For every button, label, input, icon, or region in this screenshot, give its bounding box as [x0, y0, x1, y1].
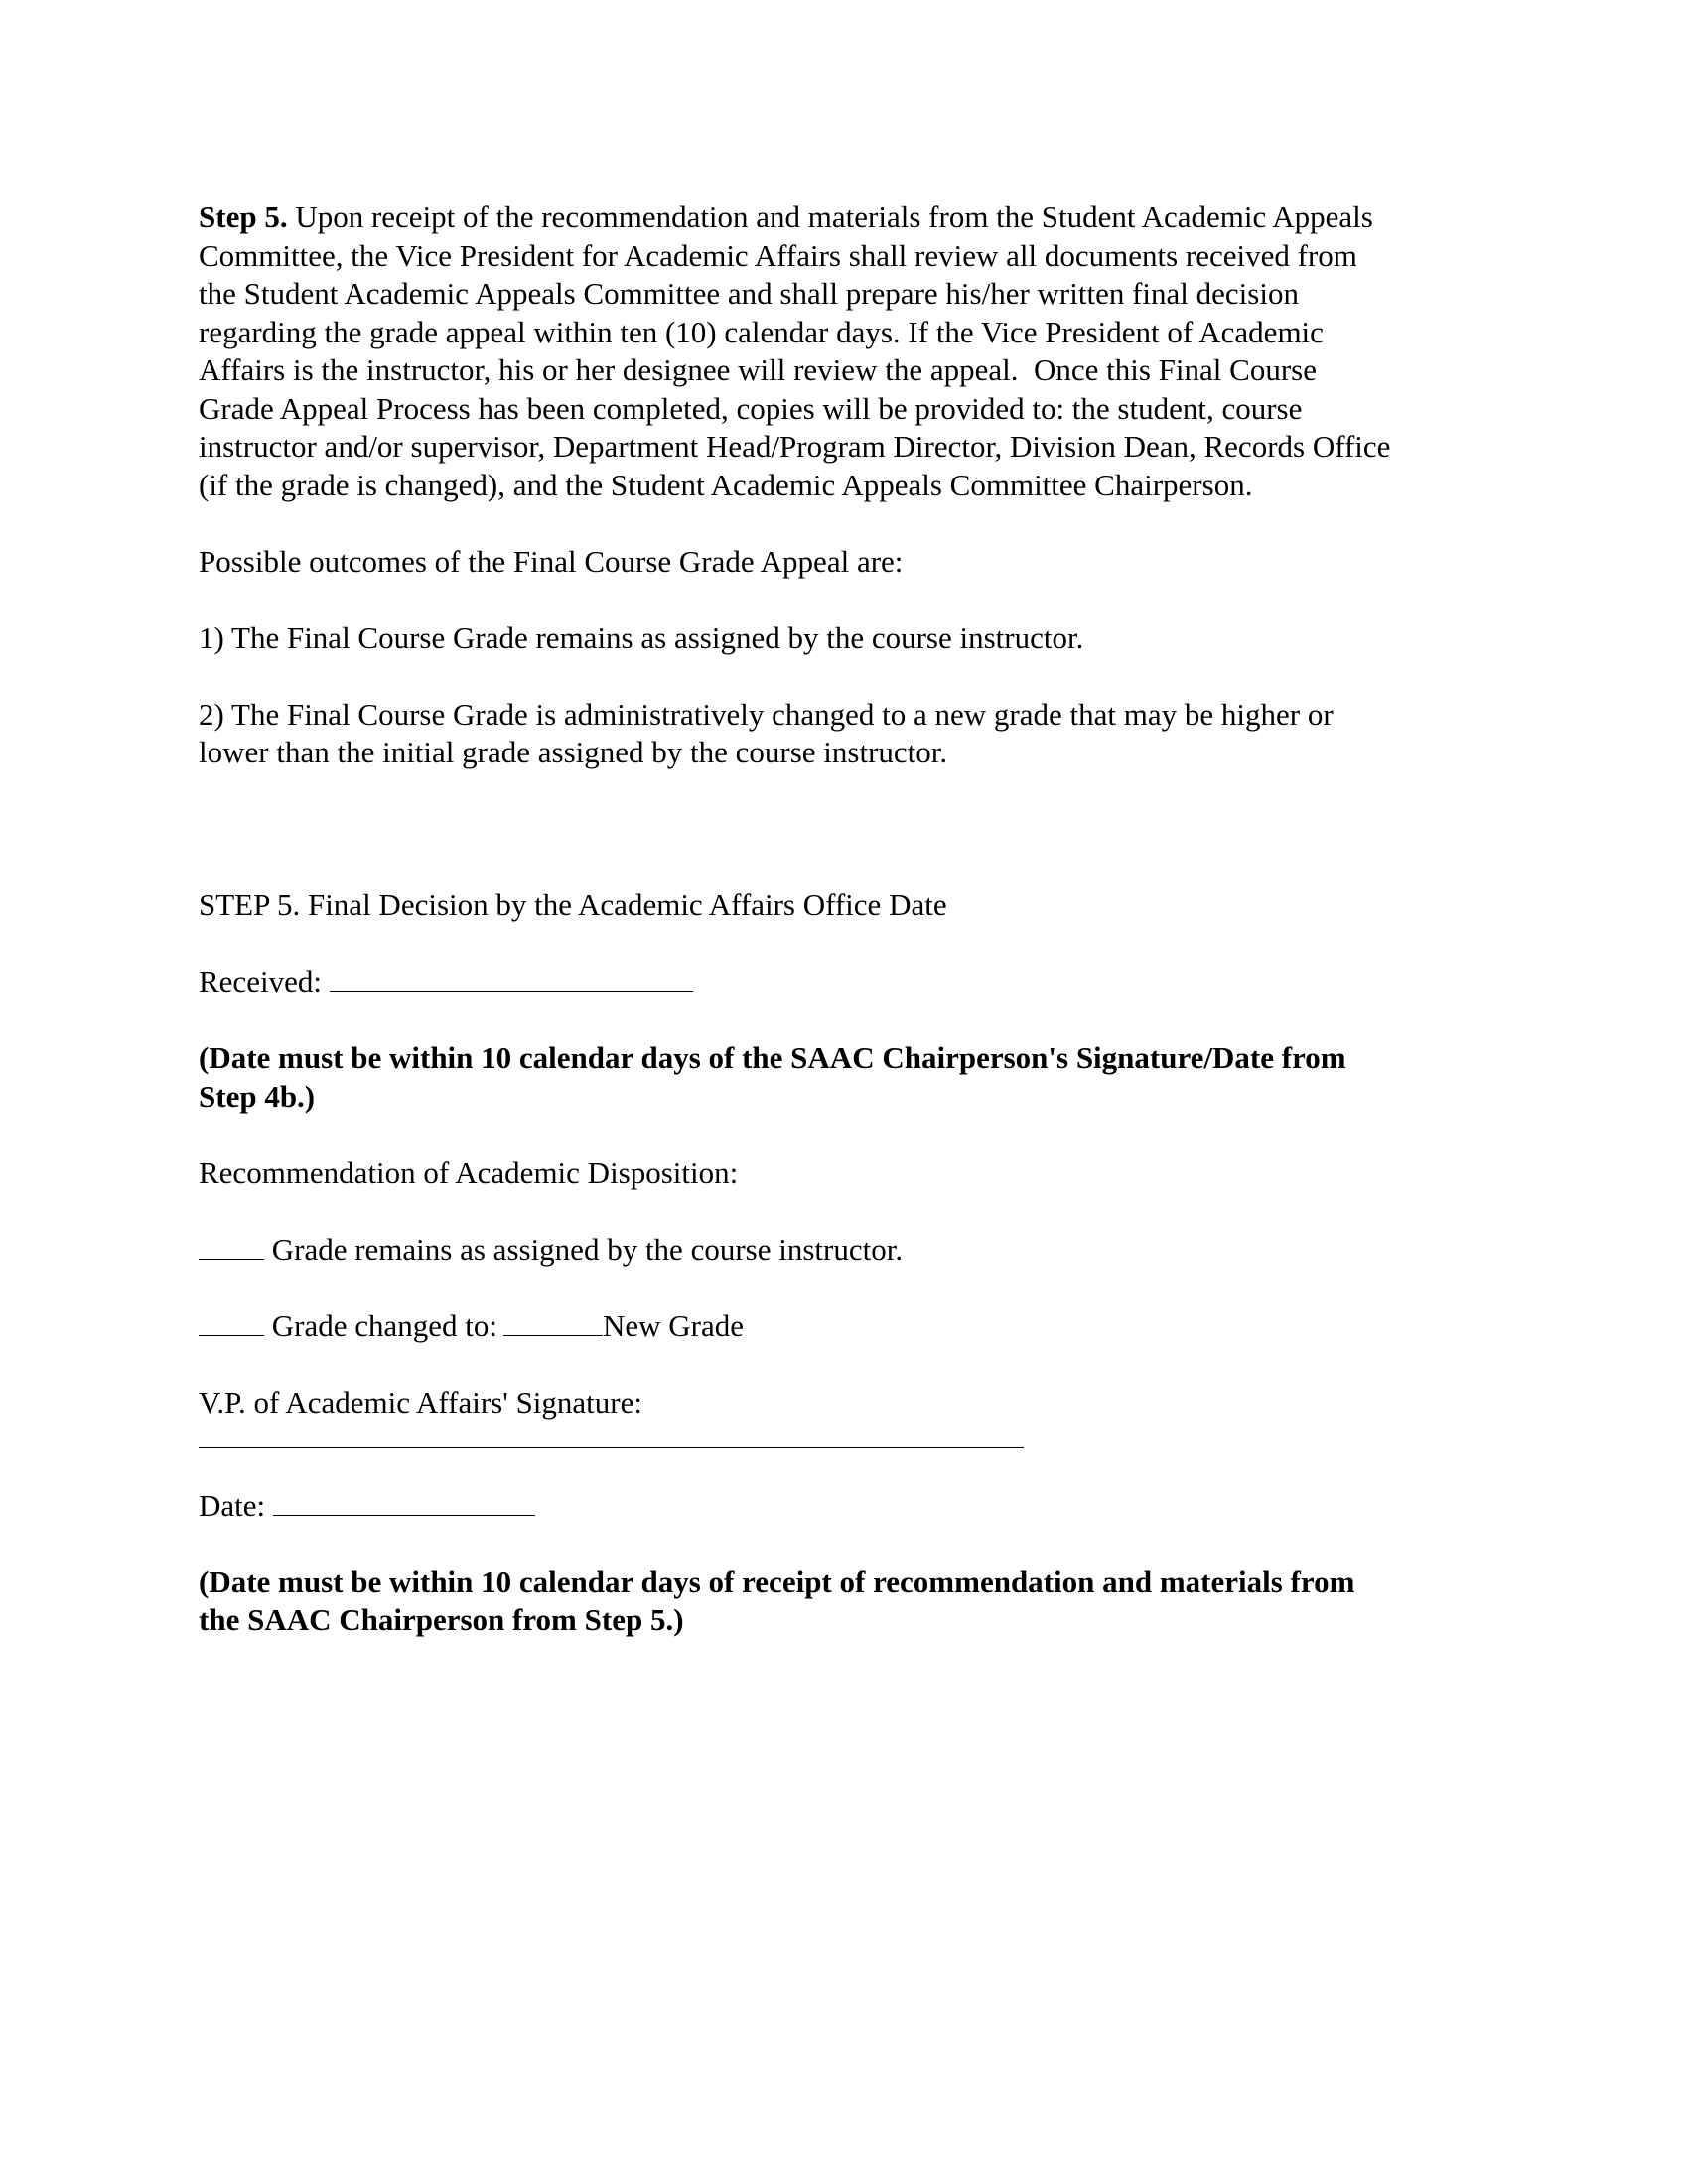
received-row: [199, 963, 1479, 1002]
date-label: Date:: [199, 1487, 266, 1523]
step5-line: Affairs is the instructor, his or her designee will review the appeal. Once this Final Course: [199, 352, 1317, 387]
new-grade-field[interactable]: [503, 1309, 603, 1336]
note-1-line: (Date must be within 10 calendar days of the SAAC Chairperson's Signature/Date from: [199, 1040, 1346, 1075]
note-1: [199, 1039, 1479, 1116]
received-date-field[interactable]: [330, 965, 693, 992]
step5-line: Committee, the Vice President for Academic Affairs shall review all documents received from: [199, 237, 1357, 273]
signature-field[interactable]: [199, 1422, 1024, 1448]
step5-line: instructor and/or supervisor, Department Head/Program Director, Division Dean, Records Office: [199, 429, 1391, 464]
option-1-text: Grade remains as assigned by the course instructor.: [264, 1231, 904, 1267]
option-2-check-field[interactable]: [199, 1309, 264, 1336]
outcomes-intro: Possible outcomes of the Final Course Grade Appeal are:: [199, 543, 904, 579]
date-row: [199, 1487, 1479, 1526]
outcome-item-2: [199, 696, 1479, 772]
outcome-item-2-line: lower than the initial grade assigned by the course instructor.: [199, 735, 948, 769]
signature-label: V.P. of Academic Affairs' Signature:: [199, 1384, 642, 1420]
step5-line: Grade Appeal Process has been completed, copies will be provided to: the student, course: [199, 390, 1303, 426]
option-grade-changed: [199, 1307, 1479, 1346]
outcome-item-2-line: 2) The Final Course Grade is administratively changed to a new grade that may be higher or: [199, 696, 1334, 732]
step5-line: Upon receipt of the recommendation and materials from the Student Academic Appeals: [287, 200, 1373, 234]
step5-line: the Student Academic Appeals Committee and shall prepare his/her written final decision: [199, 276, 1299, 311]
note-2-line: the SAAC Chairperson from Step 5.): [199, 1602, 684, 1637]
step5-label: Step 5.: [199, 200, 288, 234]
step5-paragraph: [199, 199, 1479, 504]
recommendation-label: Recommendation of Academic Disposition:: [199, 1155, 739, 1190]
note-1-line: Step 4b.): [199, 1078, 316, 1114]
step5-line: (if the grade is changed), and the Student Academic Appeals Committee Chairperson.: [199, 467, 1253, 502]
received-label: Received:: [199, 964, 322, 999]
step5-line: regarding the grade appeal within ten (10) calendar days. If the Vice President of Academic: [199, 314, 1324, 349]
outcome-item-1: 1) The Final Course Grade remains as assigned by the course instructor.: [199, 619, 1084, 655]
option-2-text: Grade changed to:: [264, 1307, 497, 1343]
form-heading: STEP 5. Final Decision by the Academic Affairs Office Date: [199, 887, 947, 922]
note-2-line: (Date must be within 10 calendar days of receipt of recommendation and materials from: [199, 1564, 1355, 1599]
document-body: [199, 199, 1479, 1640]
option-1-check-field[interactable]: [199, 1233, 264, 1260]
option-grade-remains: [199, 1231, 1479, 1270]
new-grade-label: New Grade: [602, 1307, 744, 1343]
note-2: [199, 1564, 1479, 1640]
decision-date-field[interactable]: [273, 1489, 535, 1516]
